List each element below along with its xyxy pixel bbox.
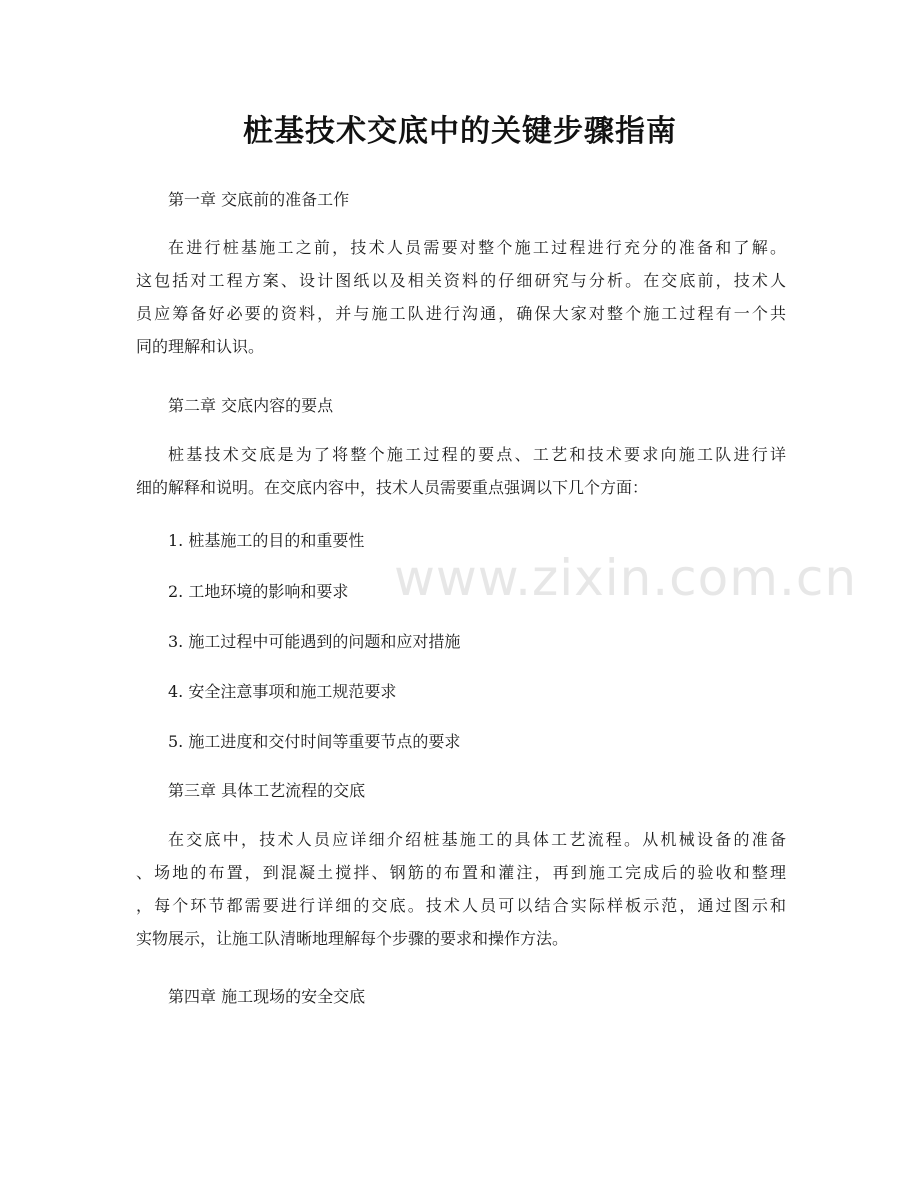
chapter-4-heading: 第四章 施工现场的安全交底 [168, 987, 366, 1006]
document-title: 桩基技术交底中的关键步骤指南 [243, 114, 677, 149]
list-item: 5. 施工进度和交付时间等重要节点的要求 [168, 732, 461, 751]
chapter-3-heading: 第三章 具体工艺流程的交底 [168, 781, 366, 800]
chapter-1-paragraph-line: 同的理解和认识。 [136, 337, 265, 356]
chapter-3-paragraph-line: 在交底中，技术人员应详细介绍桩基施工的具体工艺流程。从机械设备的准备 [168, 830, 786, 849]
list-item: 1. 桩基施工的目的和重要性 [168, 531, 365, 550]
list-item: 2. 工地环境的影响和要求 [168, 582, 349, 601]
chapter-2-paragraph-line: 细的解释和说明。在交底内容中，技术人员需要重点强调以下几个方面： [136, 478, 649, 497]
list-item: 3. 施工过程中可能遇到的问题和应对措施 [168, 632, 461, 651]
chapter-1-heading: 第一章 交底前的准备工作 [168, 190, 350, 209]
chapter-3-paragraph-line: 实物展示，让施工队清晰地理解每个步骤的要求和操作方法。 [136, 929, 569, 948]
chapter-1-paragraph-line: 员应筹备好必要的资料，并与施工队进行沟通，确保大家对整个施工过程有一个共 [136, 304, 786, 323]
chapter-3-paragraph-line: 、场地的布置，到混凝土搅拌、钢筋的布置和灌注，再到施工完成后的验收和整理 [136, 863, 786, 882]
chapter-2-heading: 第二章 交底内容的要点 [168, 396, 334, 415]
chapter-1-paragraph-line: 在进行桩基施工之前，技术人员需要对整个施工过程进行充分的准备和了解。 [168, 238, 786, 257]
chapter-2-paragraph-line: 桩基技术交底是为了将整个施工过程的要点、工艺和技术要求向施工队进行详 [168, 445, 786, 464]
watermark-text: www.zixin.com.cn [394, 549, 858, 607]
chapter-1-paragraph-line: 这包括对工程方案、设计图纸以及相关资料的仔细研究与分析。在交底前，技术人 [136, 271, 786, 290]
list-item: 4. 安全注意事项和施工规范要求 [168, 682, 397, 701]
chapter-3-paragraph-line: ，每个环节都需要进行详细的交底。技术人员可以结合实际样板示范，通过图示和 [136, 896, 786, 915]
